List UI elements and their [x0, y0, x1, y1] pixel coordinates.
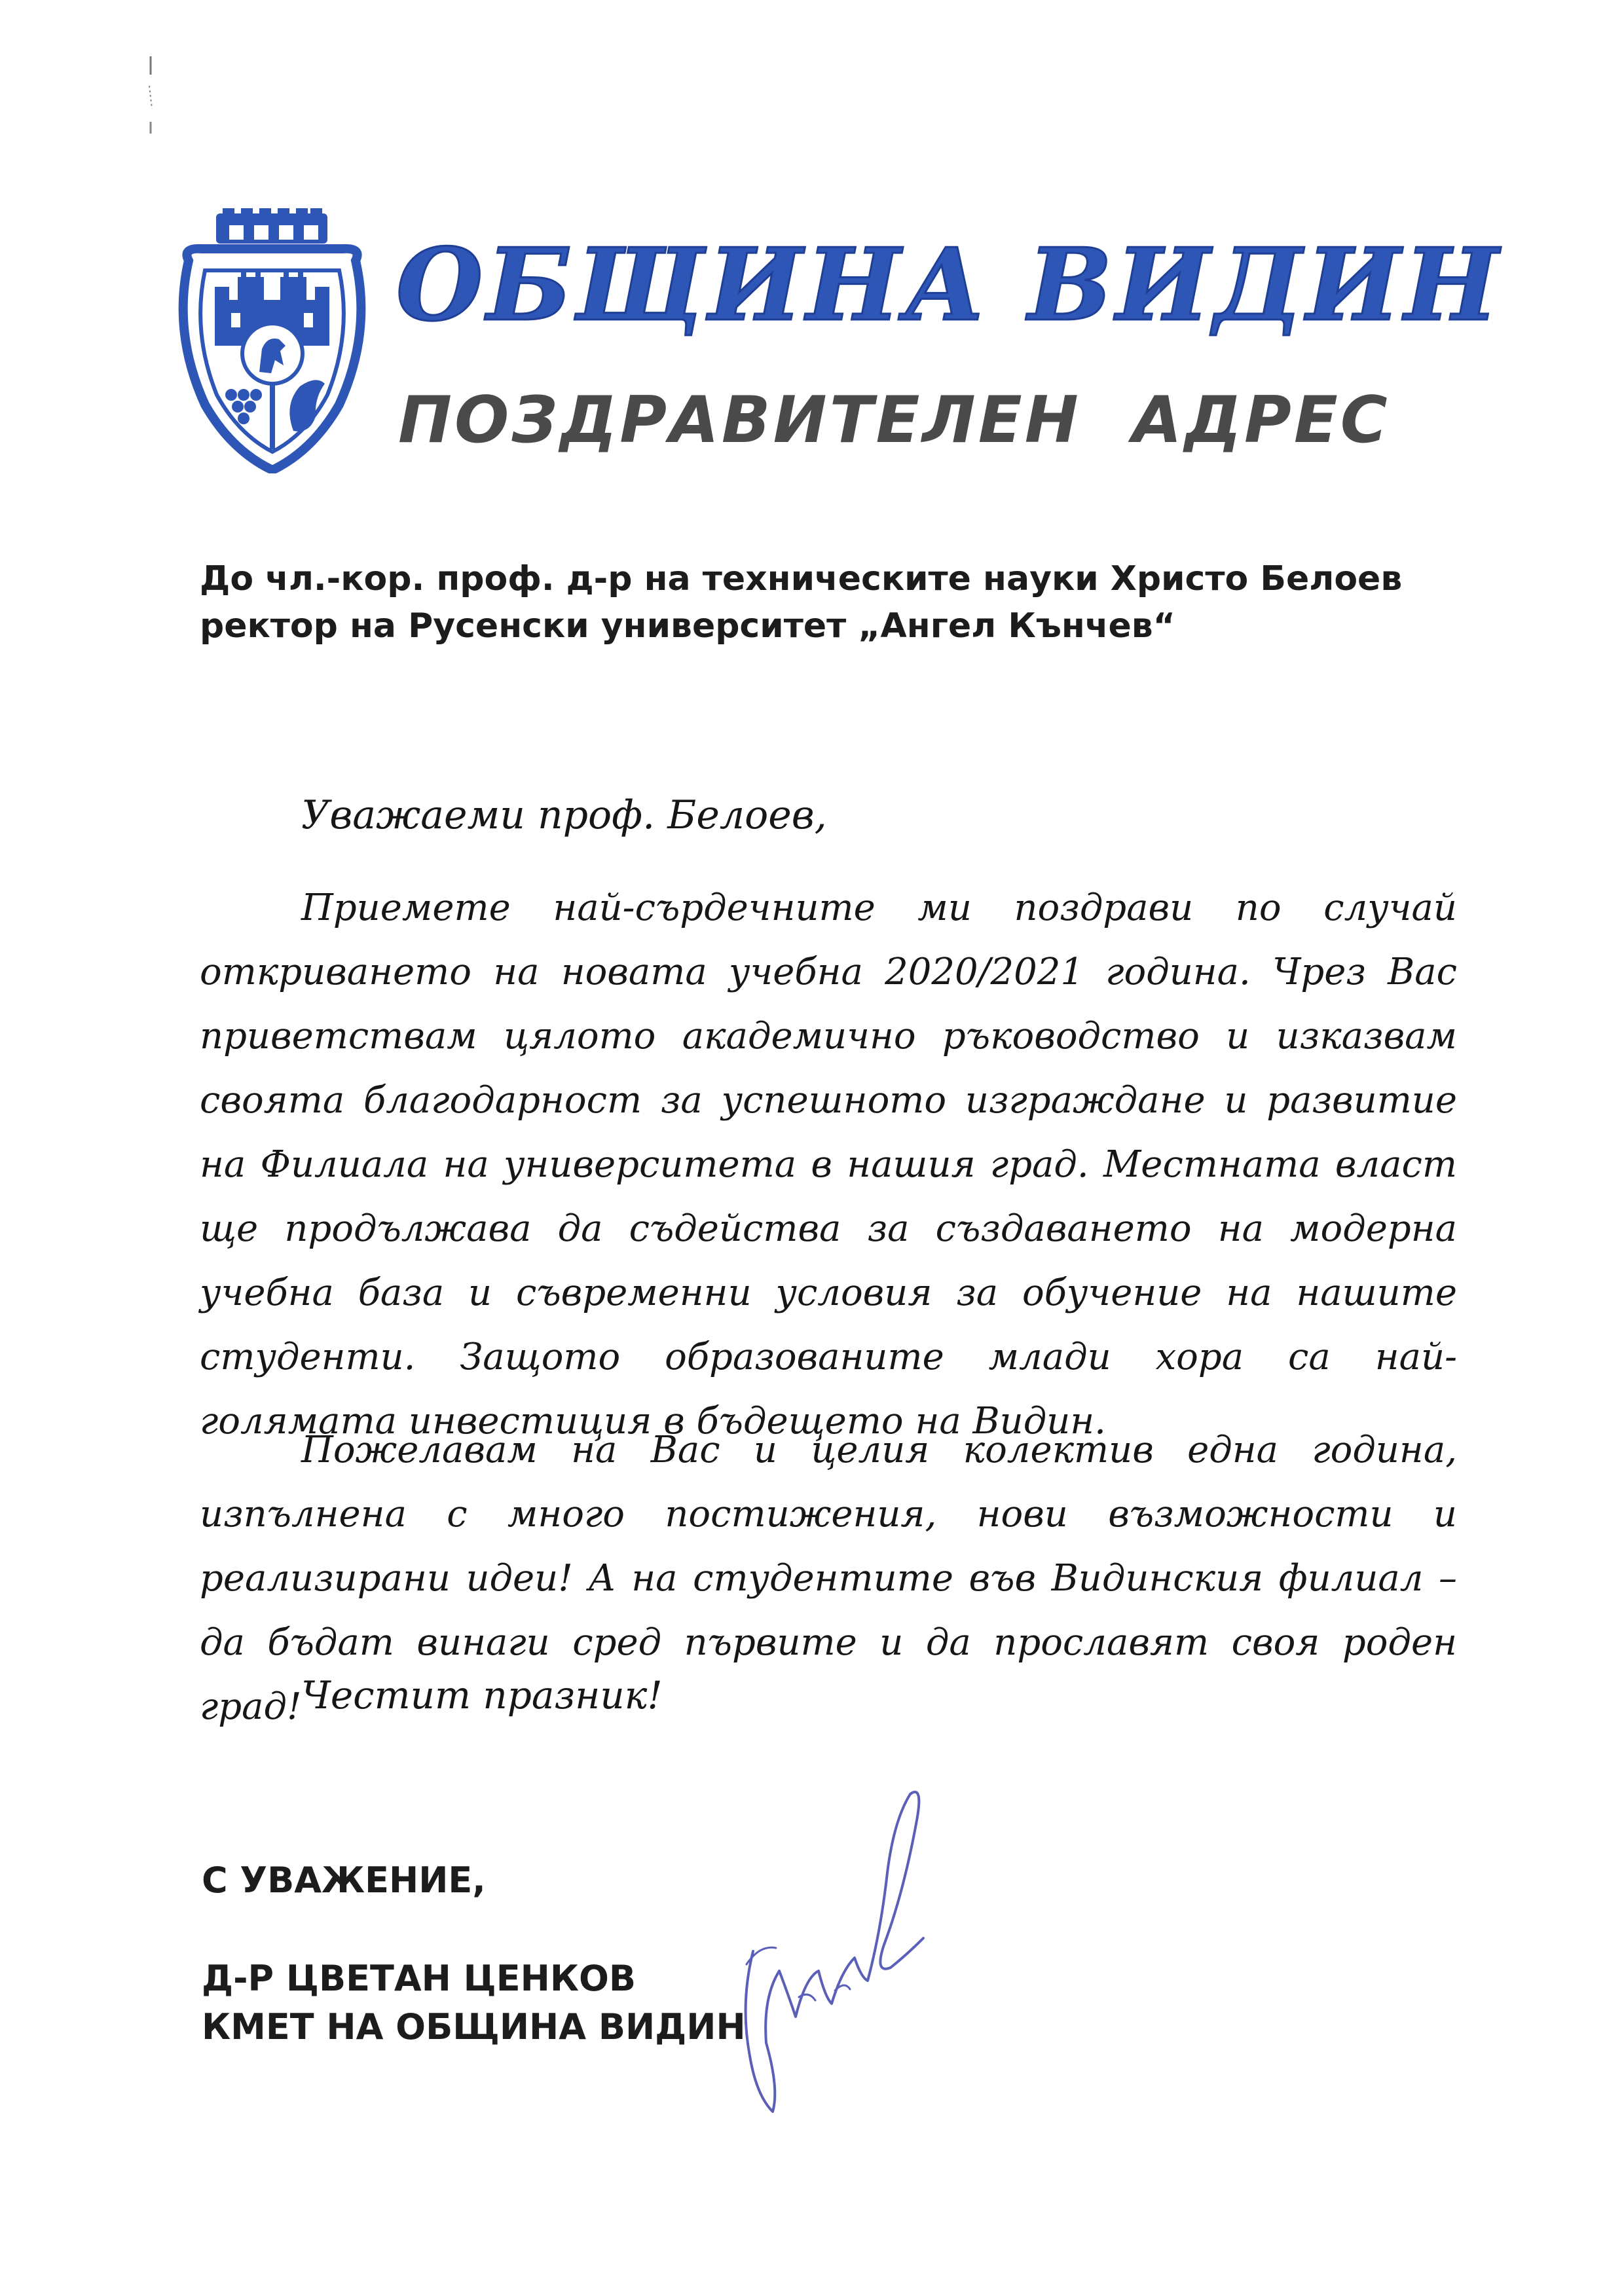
signer-block: [202, 1955, 746, 2051]
signer-position: КМЕТ НА ОБЩИНА ВИДИН: [202, 2006, 746, 2047]
closing-wish: Честит празник!: [301, 1673, 663, 1717]
organization-name: ОБЩИНА ВИДИН: [396, 226, 1503, 343]
coat-of-arms-icon: [175, 208, 369, 473]
handwritten-signature: [727, 1781, 936, 2121]
regards-line: С УВАЖЕНИЕ,: [202, 1860, 486, 1901]
salutation: Уважаеми проф. Белоев,: [301, 792, 827, 838]
addressee-line-2: ректор на Русенски университет „Ангел Кънчев“: [200, 606, 1175, 646]
body-paragraph-1: Приемете най-сърдечните ми поздрави по случай откриването на новата учебна 2020/2021 година. Чрез Вас приветствам цялото академично ръководство и изказвам своята благодарност за успешното изграждане и развитие на Филиала на университета в нашия град. Местната власт ще продължава да съдейства за създаването на модерна учебна база и съвременни условия за обучение на нашите студенти. Защото образованите млади хора са най-голямата инвестиция в бъдещето на Видин.: [200, 887, 1457, 1442]
addressee-block: [200, 555, 1444, 650]
addressee-line-1: До чл.-кор. проф. д-р на техническите науки Христо Белоев: [200, 559, 1403, 598]
body-paragraph-2: Пожелавам на Вас и целия колектив една година, изпълнена с много постижения, нови възможности и реализирани идеи! А на студентите във Видинския филиал – да бъдат винаги сред първите и да прославят своя роден град!: [200, 1429, 1457, 1728]
scan-artifact-mark: [145, 56, 156, 135]
signer-name: Д-Р ЦВЕТАН ЦЕНКОВ: [202, 1958, 637, 1999]
document-title: ПОЗДРАВИТЕЛЕН АДРЕС: [398, 383, 1390, 458]
